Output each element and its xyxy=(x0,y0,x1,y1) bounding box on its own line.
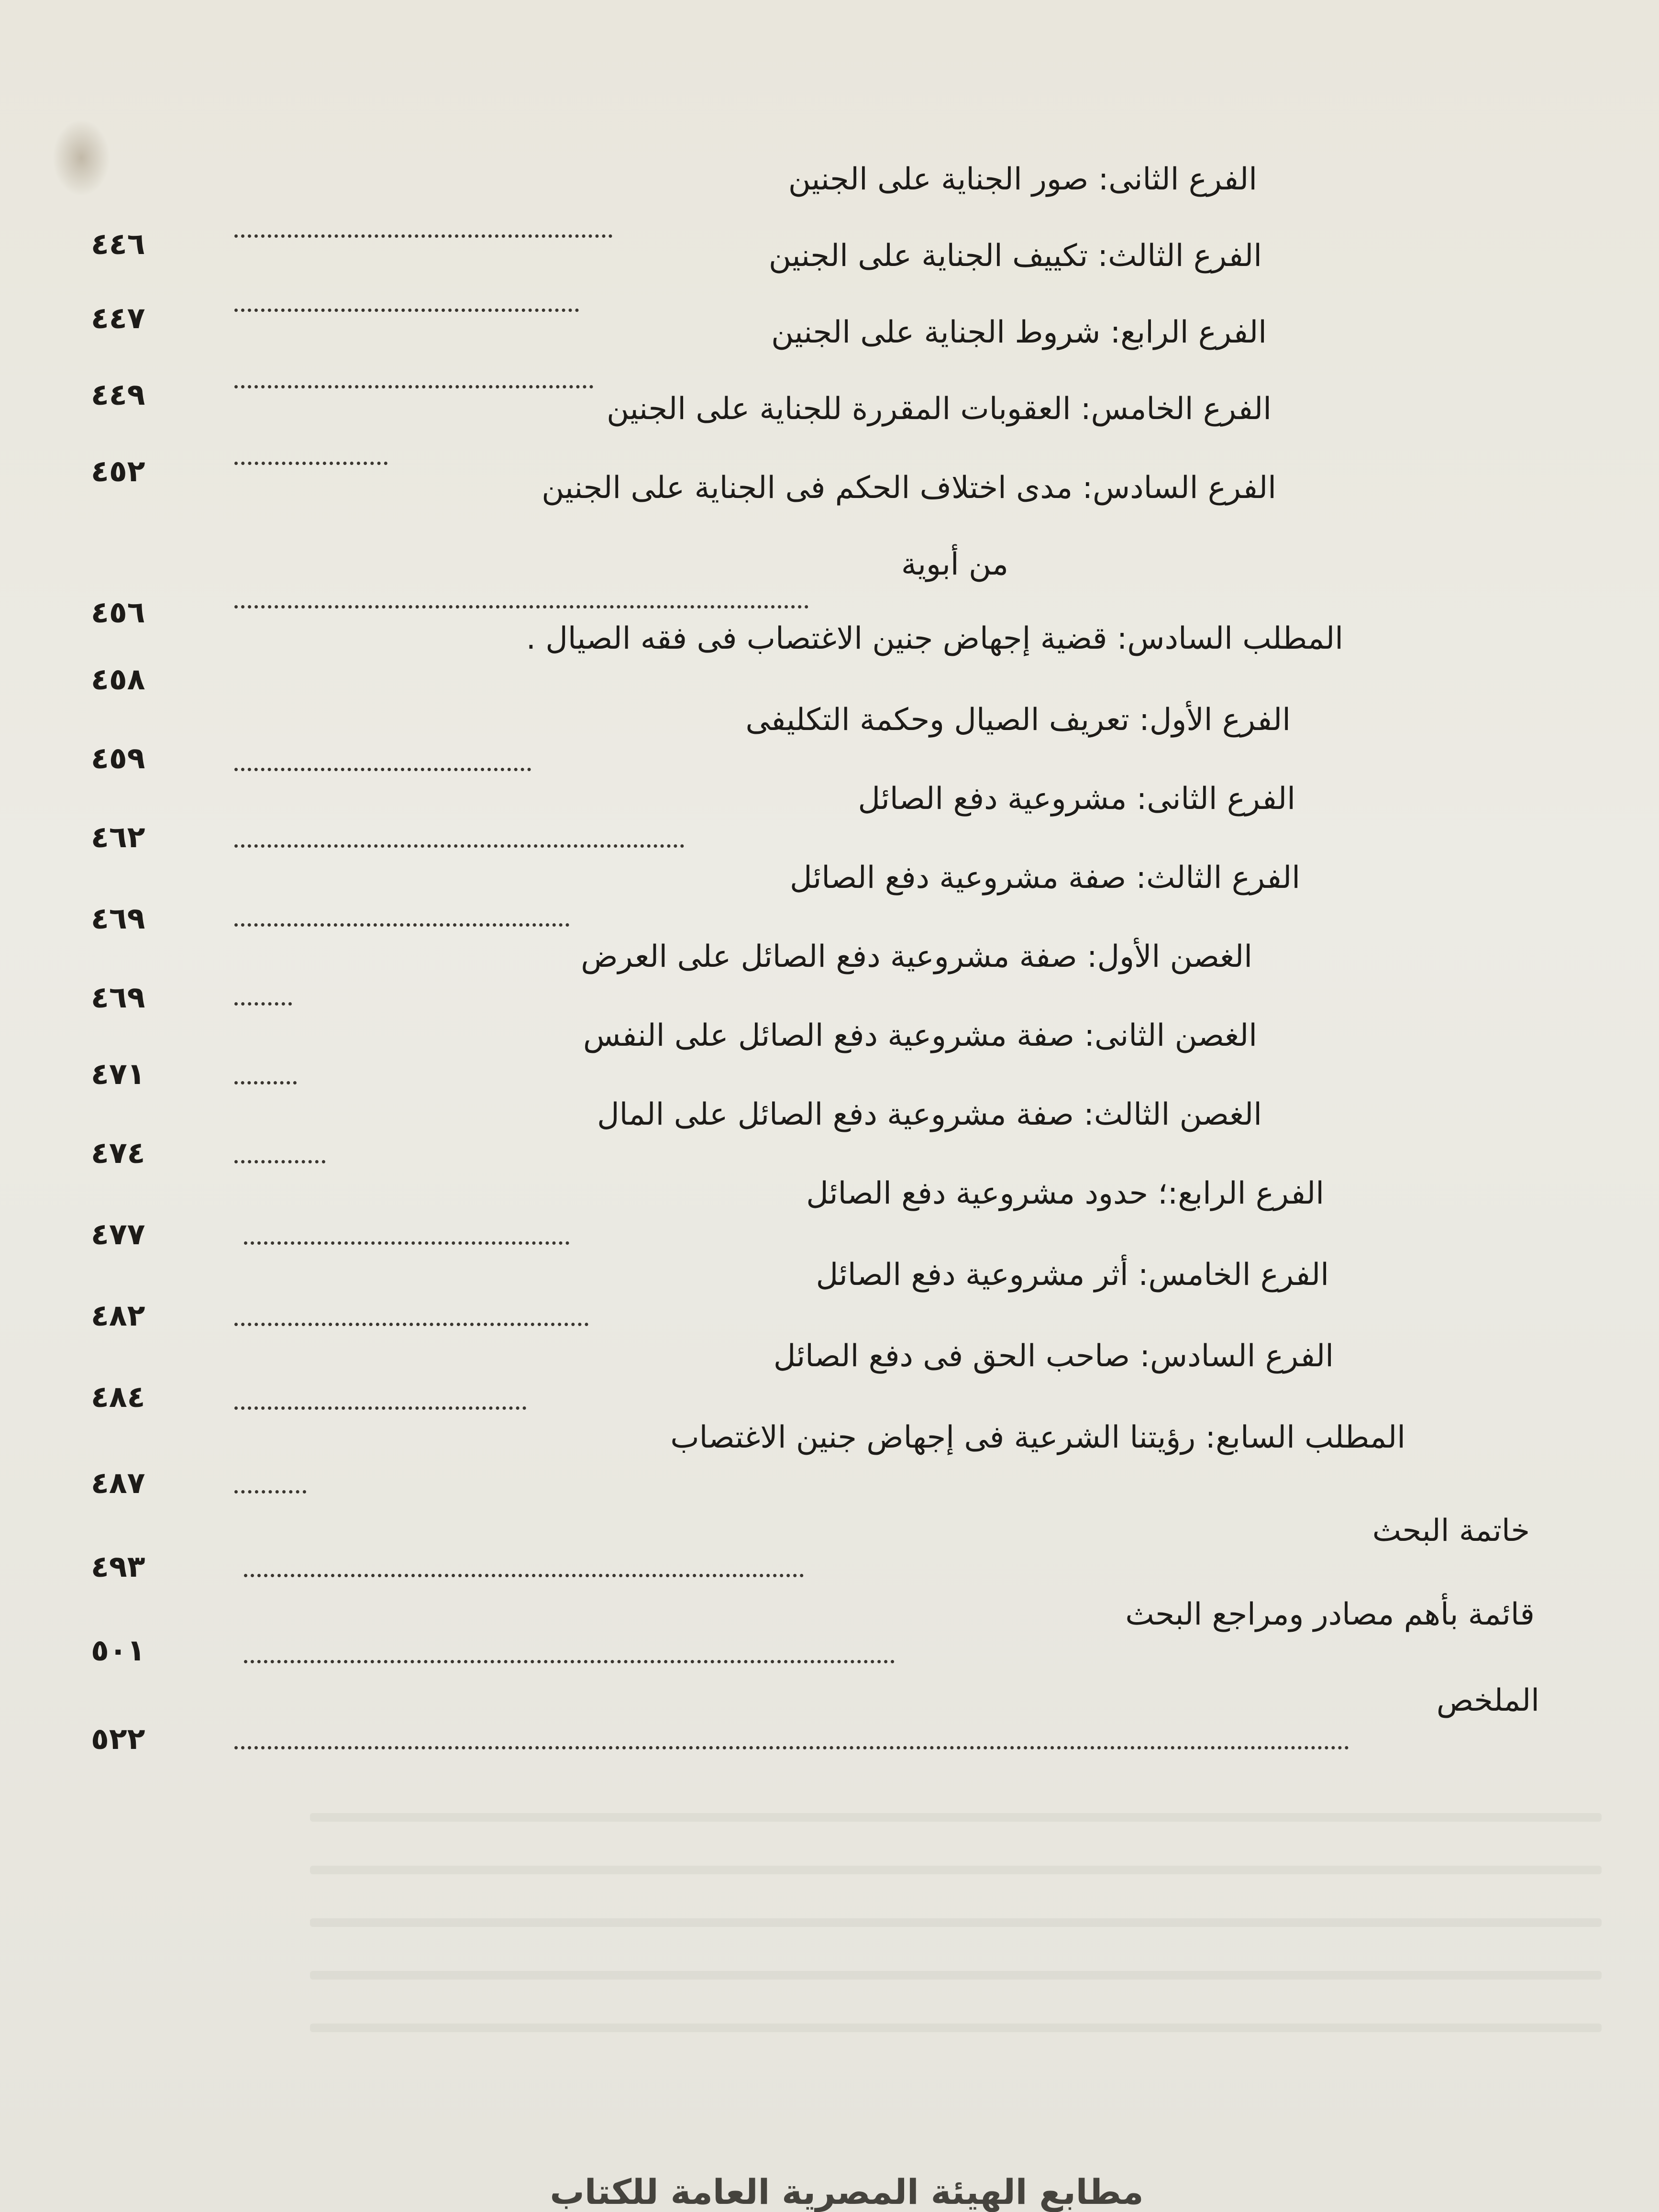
toc-entry-title: الفرع السادس: مدى اختلاف الحكم فى الجناية على الجنين xyxy=(542,470,1276,506)
toc-page-number: ٤٧٧ xyxy=(91,1217,145,1251)
toc-entry-title: المطلب السادس: قضية إجهاض جنين الاغتصاب فى فقه الصيال . xyxy=(526,621,1343,656)
dot-leader xyxy=(234,1490,306,1493)
toc-page-number: ٤٨٤ xyxy=(91,1379,145,1414)
toc-page-number: ٤٦٢ xyxy=(91,819,145,854)
toc-page-number: ٤٨٢ xyxy=(91,1298,145,1333)
dot-leader xyxy=(234,234,612,238)
toc-page-number: ٤٥٨ xyxy=(91,662,145,697)
toc-entry-title: الفرع الخامس: العقوبات المقررة للجناية على الجنين xyxy=(607,391,1272,427)
dot-leader xyxy=(234,462,387,465)
toc-entry-title: الملخص xyxy=(1436,1683,1539,1718)
toc-entry-title: قائمة بأهم مصادر ومراجع البحث xyxy=(1125,1597,1535,1632)
toc-page-number: ٤٧١ xyxy=(91,1056,145,1091)
printer-footer: مطابع الهيئة المصرية العامة للكتاب xyxy=(550,2172,1144,2212)
dot-leader xyxy=(244,1574,804,1577)
dot-leader xyxy=(234,1323,588,1326)
toc-page-number: ٤٤٩ xyxy=(91,377,145,412)
dot-leader xyxy=(234,309,579,312)
toc-page-number: ٥٠١ xyxy=(91,1633,145,1668)
toc-page-number: ٥٢٢ xyxy=(91,1721,145,1756)
toc-entry-title: الفرع الثالث: تكييف الجناية على الجنين xyxy=(768,238,1262,274)
dot-leader xyxy=(234,768,531,771)
toc-entry-title: الغصن الأول: صفة مشروعية دفع الصائل على العرض xyxy=(581,939,1252,974)
dot-leader xyxy=(234,923,569,927)
toc-page-number: ٤٥٦ xyxy=(91,595,145,630)
toc-page-number: ٤٦٩ xyxy=(91,980,145,1015)
dot-leader xyxy=(234,385,593,388)
toc-entry-title: الغصن الثانى: صفة مشروعية دفع الصائل على النفس xyxy=(583,1018,1257,1053)
dot-leader xyxy=(234,1160,325,1163)
toc-entry-title: خاتمة البحث xyxy=(1372,1513,1530,1548)
toc-page-number: ٤٥٩ xyxy=(91,741,145,775)
toc-entry-title-continued: من أبوية xyxy=(901,547,1008,582)
dot-leader xyxy=(244,1660,895,1663)
dot-leader xyxy=(244,1241,569,1245)
toc-page-number: ٤٦٩ xyxy=(91,901,145,936)
dot-leader xyxy=(234,1002,292,1006)
toc-entry-title: الفرع الرابع:؛ حدود مشروعية دفع الصائل xyxy=(806,1176,1324,1211)
dot-leader xyxy=(234,605,808,608)
toc-entry-title: الفرع الخامس: أثر مشروعية دفع الصائل xyxy=(816,1257,1329,1293)
toc-page-number: ٤٥٢ xyxy=(91,453,145,488)
toc-page-number: ٤٨٧ xyxy=(91,1465,145,1500)
toc-entry-title: الفرع الأول: تعريف الصيال وحكمة التكليفى xyxy=(745,702,1291,738)
dot-leader xyxy=(234,1406,526,1410)
toc-entry-title: الفرع السادس: صاحب الحق فى دفع الصائل xyxy=(773,1338,1334,1374)
dot-leader xyxy=(234,1081,297,1084)
toc-page-number: ٤٩٣ xyxy=(91,1549,145,1584)
toc-page-number: ٤٤٦ xyxy=(91,226,145,261)
toc-page-number: ٤٧٤ xyxy=(91,1135,145,1170)
toc-entry-title: الفرع الرابع: شروط الجناية على الجنين xyxy=(771,315,1267,350)
dot-leader xyxy=(234,1746,1349,1749)
toc-entry-title: الفرع الثانى: صور الجناية على الجنين xyxy=(788,162,1257,197)
toc-entry-title: الفرع الثالث: صفة مشروعية دفع الصائل xyxy=(789,860,1300,896)
toc-entry-title: الفرع الثانى: مشروعية دفع الصائل xyxy=(858,781,1295,817)
toc-entry-title: الغصن الثالث: صفة مشروعية دفع الصائل على المال xyxy=(597,1097,1262,1132)
dot-leader xyxy=(234,844,684,848)
toc-page-number: ٤٤٧ xyxy=(91,300,145,335)
toc-entry-title: المطلب السابع: رؤيتنا الشرعية فى إجهاض جنين الاغتصاب xyxy=(670,1420,1405,1455)
